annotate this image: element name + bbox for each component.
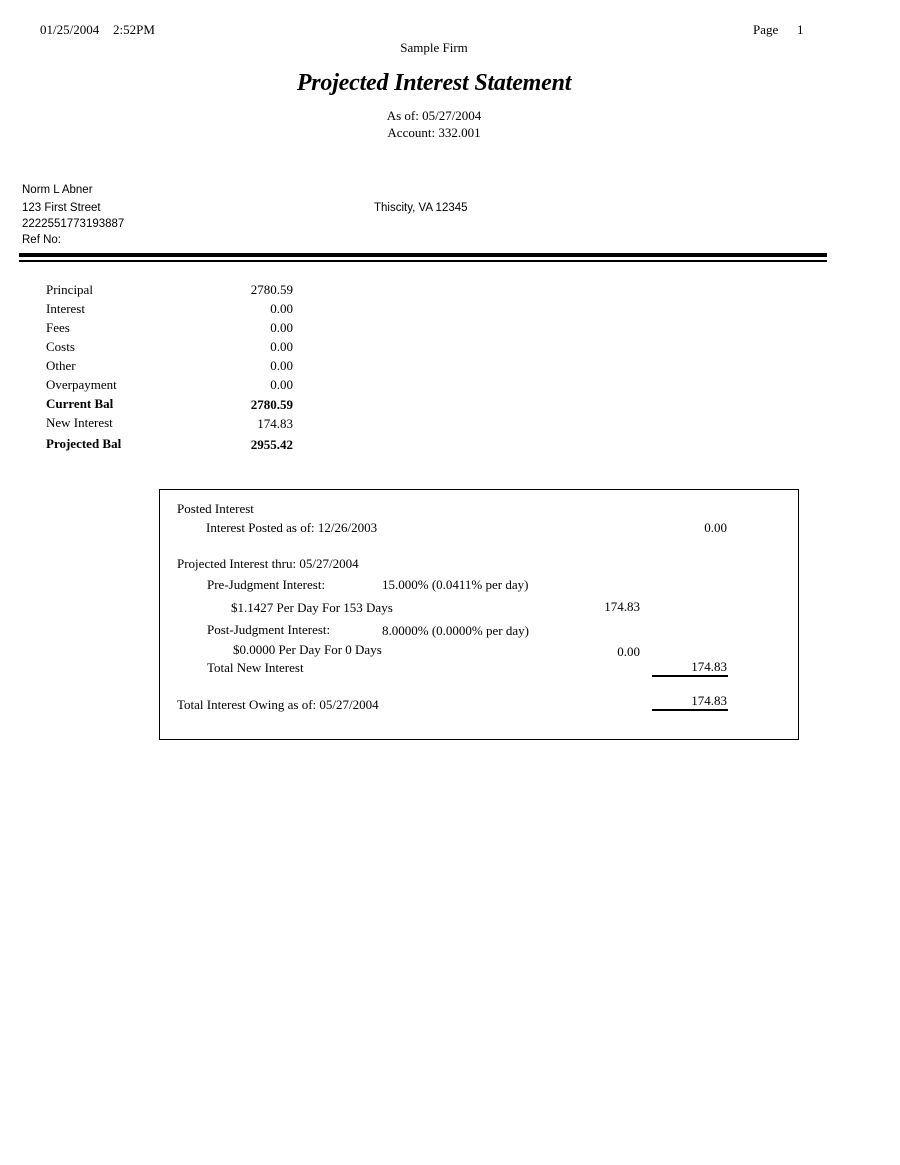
posted-interest-value: 0.00 [704,520,727,535]
summary-value-new-interest: 174.83 [257,416,293,431]
debtor-street: 123 First Street [22,202,101,214]
summary-value-interest: 0.00 [270,301,293,316]
summary-value-other: 0.00 [270,358,293,373]
summary-value-overpayment: 0.00 [270,377,293,392]
summary-label-overpayment: Overpayment [46,377,117,392]
summary-label-new-interest: New Interest [46,415,113,430]
summary-label-projected-bal: Projected Bal [46,436,122,451]
firm-name: Sample Firm [400,40,468,55]
summary-value-current-bal: 2780.59 [250,397,293,412]
ref-number: Ref No: [22,234,61,246]
debtor-number: 2222551773193887 [22,218,125,230]
summary-label-interest: Interest [46,301,85,316]
post-judgment-value: 0.00 [617,644,640,659]
header-rule-thick [19,253,827,257]
summary-label-costs: Costs [46,339,75,354]
total-new-interest-value: 174.83 [691,659,727,674]
header-rule-thin [19,260,827,262]
as-of-date: As of: 05/27/2004 [386,108,482,123]
page-number: 1 [797,22,804,37]
pre-judgment-calc: $1.1427 Per Day For 153 Days [231,600,393,615]
post-judgment-label: Post-Judgment Interest: [207,622,331,637]
debtor-city: Thiscity, VA 12345 [374,202,468,214]
account-number: Account: 332.001 [387,125,481,140]
summary-value-principal: 2780.59 [250,282,293,297]
posted-interest-line: Interest Posted as of: 12/26/2003 [206,520,378,535]
summary-value-costs: 0.00 [270,339,293,354]
print-time: 2:52PM [113,22,155,37]
post-judgment-calc: $0.0000 Per Day For 0 Days [233,642,382,657]
pre-judgment-label: Pre-Judgment Interest: [207,577,326,592]
debtor-name: Norm L Abner [22,184,93,196]
total-new-interest-underline [652,675,728,677]
pre-judgment-value: 174.83 [604,599,640,614]
total-interest-owing-underline [652,709,728,711]
projected-interest-heading: Projected Interest thru: 05/27/2004 [177,556,359,571]
post-judgment-rate: 8.0000% (0.0000% per day) [382,623,529,638]
summary-value-fees: 0.00 [270,320,293,335]
posted-interest-heading: Posted Interest [177,501,254,516]
page-label: Page [753,22,779,37]
total-interest-owing-label: Total Interest Owing as of: 05/27/2004 [177,697,379,712]
page-title: Projected Interest Statement [296,70,572,96]
summary-label-principal: Principal [46,282,93,297]
summary-value-projected-bal: 2955.42 [250,437,293,452]
print-date: 01/25/2004 [40,22,100,37]
pre-judgment-rate: 15.000% (0.0411% per day) [382,577,529,592]
summary-label-current-bal: Current Bal [46,396,114,411]
summary-label-other: Other [46,358,76,373]
total-interest-owing-value: 174.83 [691,693,727,708]
summary-label-fees: Fees [46,320,70,335]
total-new-interest-label: Total New Interest [207,660,304,675]
